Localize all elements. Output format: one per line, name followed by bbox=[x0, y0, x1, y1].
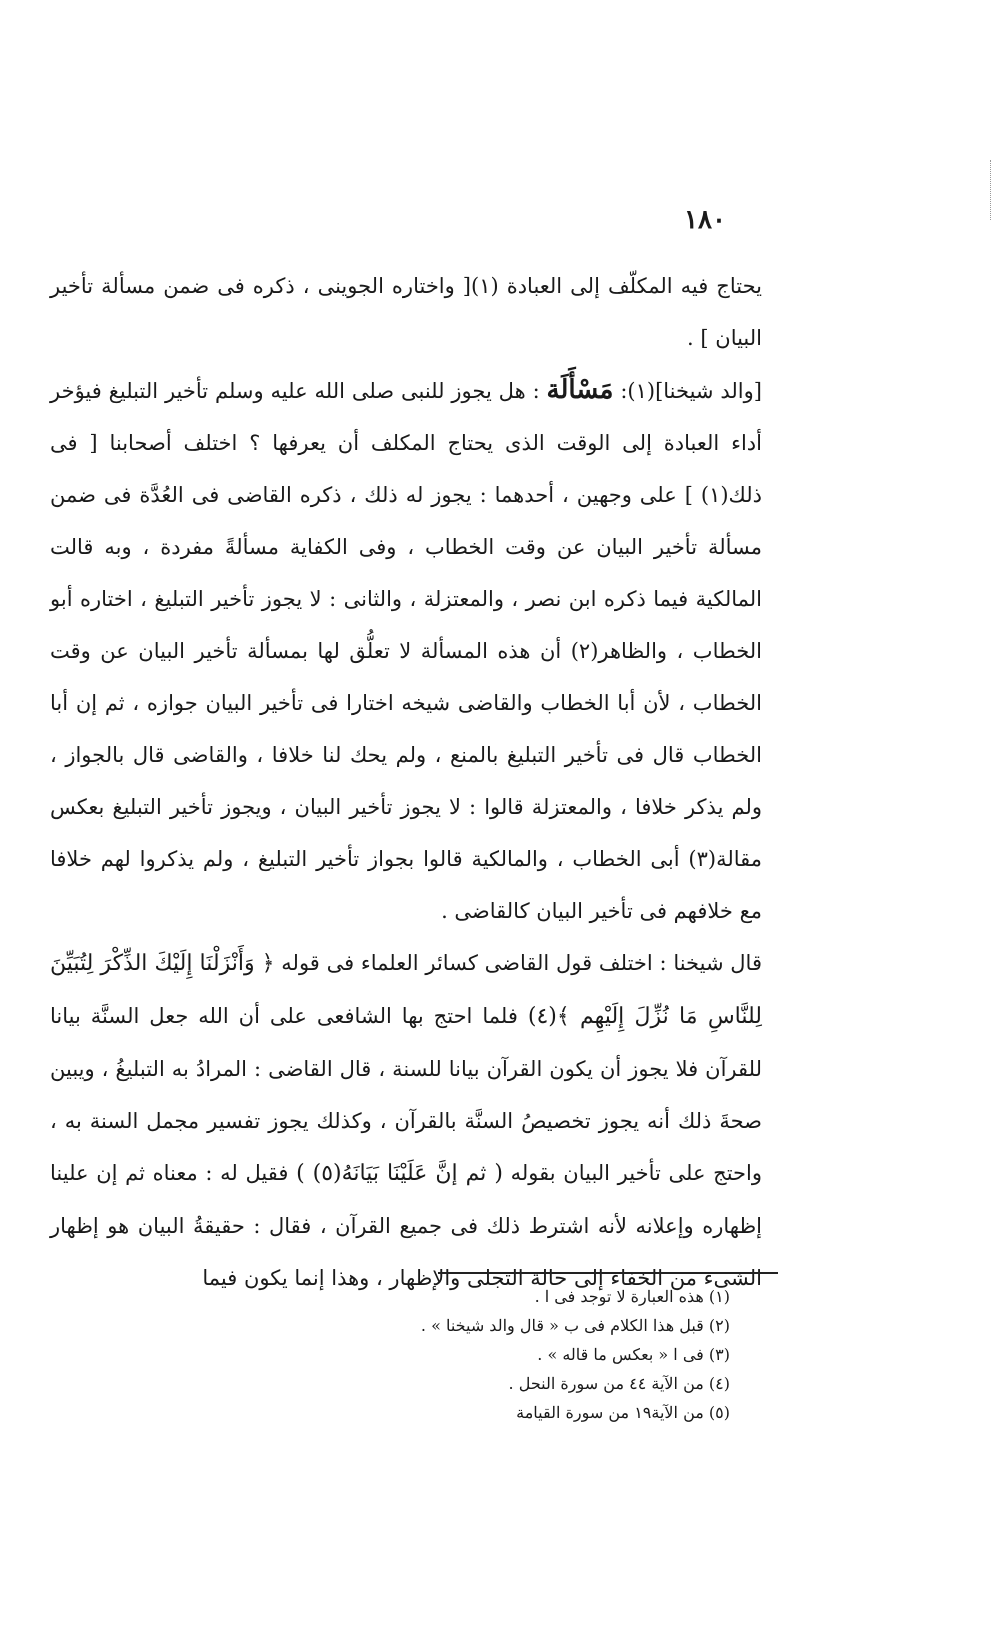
paragraph-3-end: فقيل له : معناه ثم إن علينا إظهاره وإعلانه لأنه اشترط ذلك فى جميع القرآن ، فقال : حقيقةُ البيان هو إظهار الشىء من الخفاء إلى حالة التجلى والإظهار ، وهذا إنما يكون فيما bbox=[50, 1161, 762, 1290]
footnote-5: (٥) من الآية١٩ من سورة القيامة bbox=[516, 1403, 730, 1422]
paragraph-2-text: هل يجوز للنبى صلى الله عليه وسلم تأخير التبليغ فيؤخر أداء العبادة إلى الوقت الذى يحتاج المكلف أن يعرفها ؟ اختلف أصحابنا [ فى ذلك(١) ] على وجهين ، أحدهما : يجوز له ذلك ، ذكره القاضى فى العُدَّة فى ضمن مسألة تأخير البيان عن وقت الخطاب ، وفى الكفاية مسألةً مفردة ، وبه قالت المالكية فيما ذكره ابن نصر ، والمعتزلة ، والثانى : لا يجوز تأخير التبليغ ، اختاره أبو الخطاب ، والظاهر(٢) أن هذه المسألة لا تعلُّق لها بمسألة تأخير البيان عن وقت الخطاب ، لأن أبا الخطاب والقاضى شيخه اختارا فى تأخير البيان جوازه ، ثم إن أبا الخطاب قال فى تأخير التبليغ بالمنع ، ولم يحك لنا خلافا ، والقاضى قال بالجواز ، ولم يذكر خلافا ، والمعتزلة قالوا : لا يجوز تأخير البيان ، ويجوز تأخير التبليغ بعكس مقالة(٣) أبى الخطاب ، والمالكية قالوا بجواز تأخير التبليغ ، ولم يذكروا لهم خلافا مع خلافهم فى تأخير البيان كالقاضى . bbox=[50, 379, 762, 923]
paragraph-2 bbox=[50, 364, 762, 937]
page-number: ١٨٠ bbox=[684, 205, 726, 235]
footnote-2: (٢) قبل هذا الكلام فى ب « قال والد شيخنا » . bbox=[420, 1316, 730, 1335]
footnote-3: (٣) فى ا « بعكس ما قاله » . bbox=[537, 1345, 730, 1364]
quran-verse-2: ( ثم إنَّ عَلَيْنَا بَيَانَهُ(٥) ) bbox=[296, 1161, 503, 1186]
paragraph-3 bbox=[50, 937, 762, 1304]
footnote-4: (٤) من الآية ٤٤ من سورة النحل . bbox=[508, 1374, 730, 1393]
margin-mark bbox=[990, 160, 994, 220]
section-heading: مَسْأَلَة bbox=[546, 375, 614, 405]
paragraph-3-intro: قال شيخنا : اختلف قول القاضى كسائر العلماء فى قوله bbox=[281, 951, 762, 975]
bracket-note: [والد شيخنا](١): bbox=[620, 379, 762, 403]
paragraph-1: يحتاج فيه المكلّف إلى العبادة (١)[ واختاره الجوينى ، ذكره فى ضمن مسألة تأخير البيان ] . bbox=[50, 274, 762, 350]
quran-verse-1: ﴿ وَأَنْزَلْنَا إِلَيْكَ الذِّكْرَ لِتُبَيِّنَ لِلنَّاسِ مَا نُزِّلَ إِلَيْهِم ﴾(٤) bbox=[50, 951, 762, 1029]
footnote-1: (١) هذه العبارة لا توجد فى ا . bbox=[534, 1287, 730, 1306]
footnotes bbox=[300, 1282, 730, 1427]
footnote-separator bbox=[438, 1272, 778, 1274]
main-text bbox=[50, 260, 762, 1304]
heading-colon: : bbox=[532, 379, 540, 403]
paragraph-3-middle: فلما احتج بها الشافعى على أن الله جعل السنَّة بيانا للقرآن فلا يجوز أن يكون القرآن بيانا للسنة ، قال القاضى : المرادُ به التبليغُ ، ويبين صحةَ ذلك أنه يجوز تخصيصُ السنَّة بالقرآن ، وكذلك يجوز تفسير مجمل السنة به ، واحتج على تأخير البيان بقوله bbox=[50, 1004, 762, 1185]
